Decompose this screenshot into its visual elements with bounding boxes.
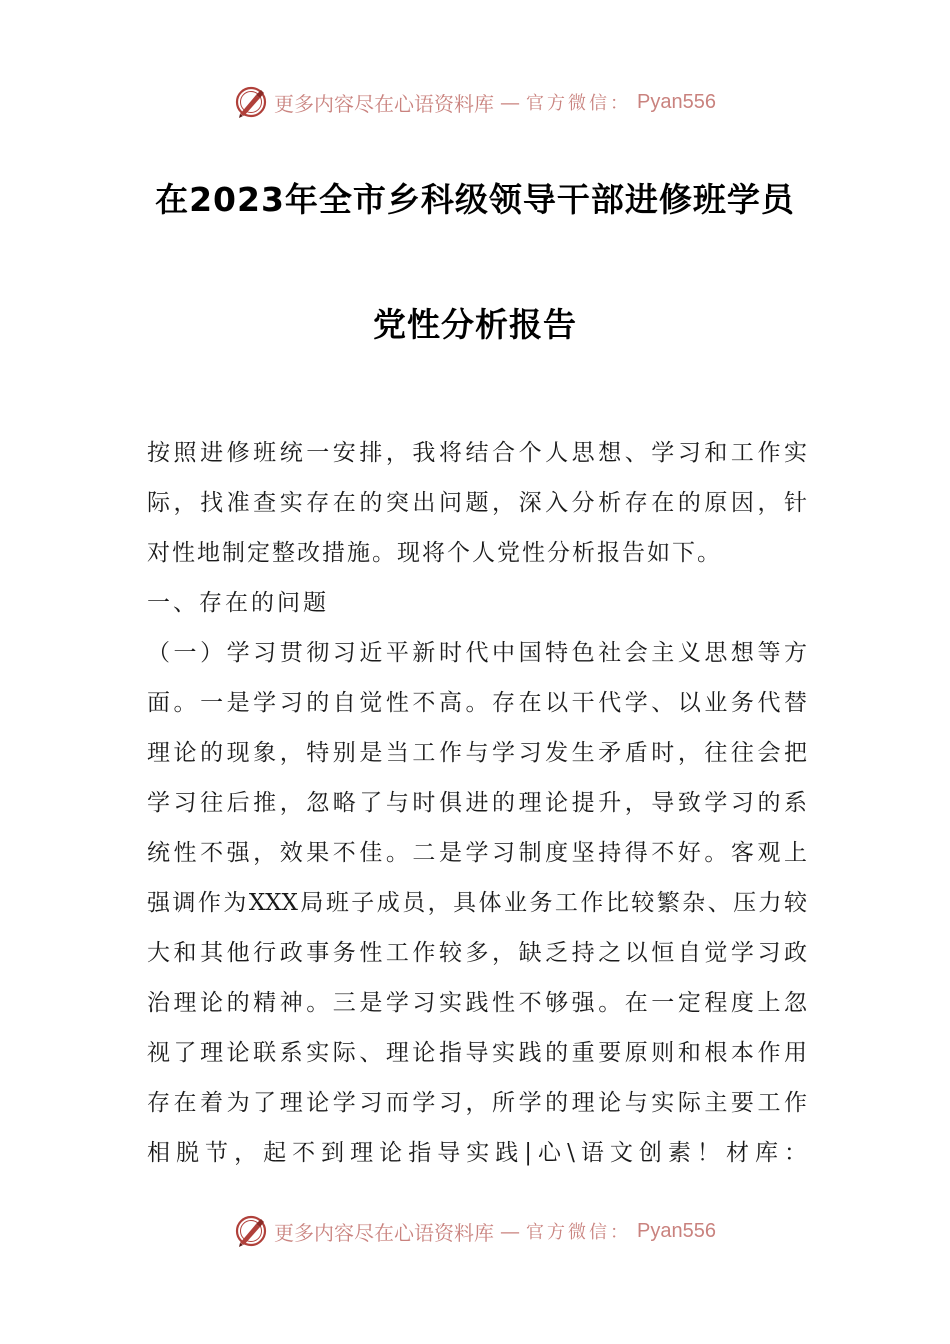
site-name-text: 更多内容尽在心语资料库 — [274, 91, 495, 116]
body-line: 视了理论联系实际、理论指导实践的重要原则和根本作用 — [147, 1040, 807, 1066]
body-line: 对性地制定整改措施。现将个人党性分析报告如下。 — [147, 540, 722, 566]
body-line: （一）学习贯彻习近平新时代中国特色社会主义思想等方 — [147, 640, 807, 666]
body-line: 相脱节，起不到理论指导实践|心\语文创素！材库： — [147, 1140, 807, 1166]
header-watermark-banner — [0, 82, 950, 122]
banner-separator: — — [500, 90, 521, 114]
body-line: 按照进修班统一安排，我将结合个人思想、学习和工作实 — [147, 440, 807, 466]
footer-watermark-banner — [0, 1211, 950, 1251]
document-title-line2: 党性分析报告 — [373, 305, 577, 344]
body-line: 大和其他行政事务性工作较多，缺乏持之以恒自觉学习政 — [147, 940, 807, 966]
official-wechat-label: 官方微信： — [526, 93, 632, 114]
body-line: 理论的现象，特别是当工作与学习发生矛盾时，往往会把 — [147, 740, 807, 766]
wechat-id: Pyan556 — [637, 90, 716, 113]
document-title-line1: 在2023年全市乡科级领导干部进修班学员 — [155, 180, 795, 219]
section-heading: 一、存在的问题 — [147, 590, 329, 616]
body-line: 统性不强，效果不佳。二是学习制度坚持得不好。客观上 — [147, 840, 807, 866]
official-wechat-label: 官方微信： — [526, 1222, 632, 1243]
pen-logo-icon — [234, 85, 268, 119]
body-line: 治理论的精神。三是学习实践性不够强。在一定程度上忽 — [147, 990, 807, 1016]
body-line: 际，找准查实存在的突出问题，深入分析存在的原因，针 — [147, 490, 807, 516]
wechat-id: Pyan556 — [637, 1219, 716, 1242]
body-line: 强调作为XXX局班子成员，具体业务工作比较繁杂、压力较 — [147, 890, 807, 916]
pen-logo-icon — [234, 1214, 268, 1248]
body-line: 存在着为了理论学习而学习，所学的理论与实际主要工作 — [147, 1090, 807, 1116]
body-line: 面。一是学习的自觉性不高。存在以干代学、以业务代替 — [147, 690, 807, 716]
site-name-text: 更多内容尽在心语资料库 — [274, 1220, 495, 1245]
body-line: 学习往后推，忽略了与时俱进的理论提升，导致学习的系 — [147, 790, 807, 816]
document-body — [147, 428, 807, 1178]
banner-separator: — — [500, 1219, 521, 1243]
